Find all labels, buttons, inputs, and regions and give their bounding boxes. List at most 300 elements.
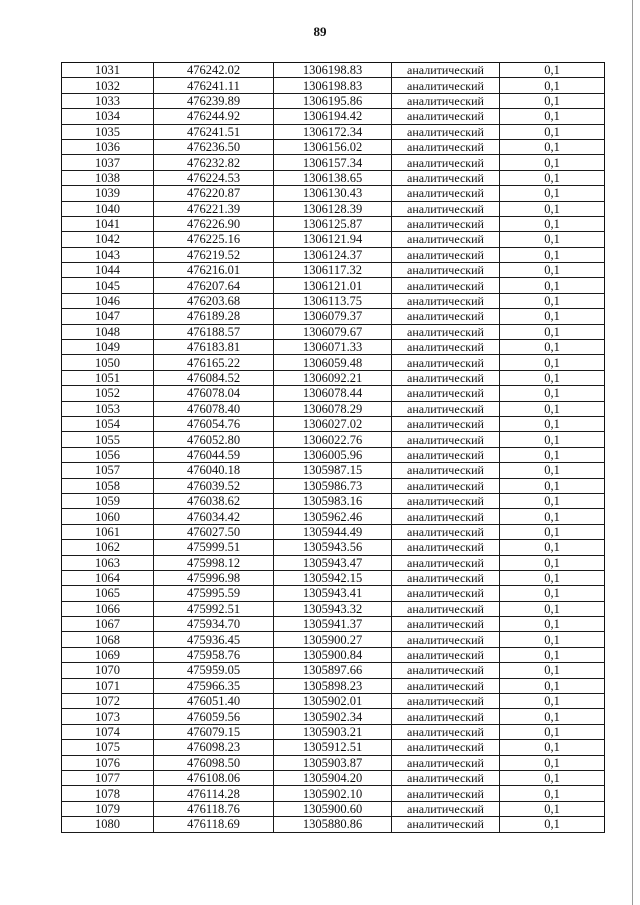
accuracy-cell: 0,1 (500, 801, 605, 816)
accuracy-cell: 0,1 (500, 324, 605, 339)
point-number-cell: 1068 (62, 632, 154, 647)
x-coordinate-cell: 476040.18 (154, 463, 274, 478)
accuracy-cell: 0,1 (500, 293, 605, 308)
table-row (62, 324, 605, 339)
point-number-cell: 1041 (62, 216, 154, 231)
y-coordinate-cell: 1305903.87 (274, 755, 392, 770)
y-coordinate-cell: 1306121.94 (274, 232, 392, 247)
coordinates-table-body (62, 63, 605, 833)
y-coordinate-cell: 1305943.47 (274, 555, 392, 570)
table-row (62, 724, 605, 739)
point-number-cell: 1060 (62, 509, 154, 524)
table-row (62, 355, 605, 370)
point-number-cell: 1031 (62, 63, 154, 78)
method-cell: аналитический (392, 432, 500, 447)
point-number-cell: 1038 (62, 170, 154, 185)
accuracy-cell: 0,1 (500, 309, 605, 324)
method-cell: аналитический (392, 93, 500, 108)
method-cell: аналитический (392, 201, 500, 216)
accuracy-cell: 0,1 (500, 555, 605, 570)
point-number-cell: 1040 (62, 201, 154, 216)
y-coordinate-cell: 1305987.15 (274, 463, 392, 478)
x-coordinate-cell: 475999.51 (154, 540, 274, 555)
y-coordinate-cell: 1306022.76 (274, 432, 392, 447)
point-number-cell: 1052 (62, 386, 154, 401)
method-cell: аналитический (392, 386, 500, 401)
y-coordinate-cell: 1306005.96 (274, 447, 392, 462)
x-coordinate-cell: 476098.23 (154, 740, 274, 755)
y-coordinate-cell: 1305942.15 (274, 570, 392, 585)
y-coordinate-cell: 1306079.67 (274, 324, 392, 339)
method-cell: аналитический (392, 755, 500, 770)
x-coordinate-cell: 476078.40 (154, 401, 274, 416)
y-coordinate-cell: 1305902.10 (274, 786, 392, 801)
x-coordinate-cell: 476239.89 (154, 93, 274, 108)
method-cell: аналитический (392, 416, 500, 431)
method-cell: аналитический (392, 801, 500, 816)
accuracy-cell: 0,1 (500, 186, 605, 201)
x-coordinate-cell: 476203.68 (154, 293, 274, 308)
x-coordinate-cell: 475966.35 (154, 678, 274, 693)
accuracy-cell: 0,1 (500, 786, 605, 801)
x-coordinate-cell: 476221.39 (154, 201, 274, 216)
point-number-cell: 1047 (62, 309, 154, 324)
method-cell: аналитический (392, 139, 500, 154)
point-number-cell: 1071 (62, 678, 154, 693)
y-coordinate-cell: 1306198.83 (274, 63, 392, 78)
table-row (62, 247, 605, 262)
table-row (62, 509, 605, 524)
accuracy-cell: 0,1 (500, 632, 605, 647)
accuracy-cell: 0,1 (500, 155, 605, 170)
point-number-cell: 1058 (62, 478, 154, 493)
method-cell: аналитический (392, 463, 500, 478)
method-cell: аналитический (392, 617, 500, 632)
x-coordinate-cell: 476044.59 (154, 447, 274, 462)
y-coordinate-cell: 1305943.41 (274, 586, 392, 601)
accuracy-cell: 0,1 (500, 694, 605, 709)
x-coordinate-cell: 475959.05 (154, 663, 274, 678)
y-coordinate-cell: 1306124.37 (274, 247, 392, 262)
accuracy-cell: 0,1 (500, 463, 605, 478)
point-number-cell: 1051 (62, 370, 154, 385)
accuracy-cell: 0,1 (500, 663, 605, 678)
x-coordinate-cell: 476038.62 (154, 493, 274, 508)
method-cell: аналитический (392, 478, 500, 493)
table-row (62, 478, 605, 493)
y-coordinate-cell: 1306121.01 (274, 278, 392, 293)
table-row (62, 263, 605, 278)
table-row (62, 340, 605, 355)
accuracy-cell: 0,1 (500, 509, 605, 524)
x-coordinate-cell: 476039.52 (154, 478, 274, 493)
y-coordinate-cell: 1306157.34 (274, 155, 392, 170)
x-coordinate-cell: 476232.82 (154, 155, 274, 170)
y-coordinate-cell: 1306117.32 (274, 263, 392, 278)
point-number-cell: 1057 (62, 463, 154, 478)
x-coordinate-cell: 476054.76 (154, 416, 274, 431)
table-row (62, 740, 605, 755)
method-cell: аналитический (392, 601, 500, 616)
accuracy-cell: 0,1 (500, 263, 605, 278)
y-coordinate-cell: 1306078.29 (274, 401, 392, 416)
y-coordinate-cell: 1305944.49 (274, 524, 392, 539)
x-coordinate-cell: 476188.57 (154, 324, 274, 339)
method-cell: аналитический (392, 509, 500, 524)
y-coordinate-cell: 1306128.39 (274, 201, 392, 216)
table-row (62, 109, 605, 124)
table-row (62, 124, 605, 139)
method-cell: аналитический (392, 724, 500, 739)
point-number-cell: 1048 (62, 324, 154, 339)
method-cell: аналитический (392, 570, 500, 585)
point-number-cell: 1050 (62, 355, 154, 370)
coordinates-table (61, 62, 605, 833)
y-coordinate-cell: 1305900.84 (274, 647, 392, 662)
accuracy-cell: 0,1 (500, 447, 605, 462)
y-coordinate-cell: 1305898.23 (274, 678, 392, 693)
y-coordinate-cell: 1305943.32 (274, 601, 392, 616)
x-coordinate-cell: 476219.52 (154, 247, 274, 262)
x-coordinate-cell: 475958.76 (154, 647, 274, 662)
method-cell: аналитический (392, 586, 500, 601)
table-row (62, 524, 605, 539)
method-cell: аналитический (392, 263, 500, 278)
accuracy-cell: 0,1 (500, 109, 605, 124)
point-number-cell: 1063 (62, 555, 154, 570)
point-number-cell: 1056 (62, 447, 154, 462)
table-row (62, 755, 605, 770)
accuracy-cell: 0,1 (500, 216, 605, 231)
point-number-cell: 1045 (62, 278, 154, 293)
point-number-cell: 1067 (62, 617, 154, 632)
point-number-cell: 1075 (62, 740, 154, 755)
x-coordinate-cell: 475998.12 (154, 555, 274, 570)
method-cell: аналитический (392, 186, 500, 201)
table-row (62, 201, 605, 216)
y-coordinate-cell: 1306059.48 (274, 355, 392, 370)
accuracy-cell: 0,1 (500, 540, 605, 555)
accuracy-cell: 0,1 (500, 232, 605, 247)
accuracy-cell: 0,1 (500, 740, 605, 755)
accuracy-cell: 0,1 (500, 770, 605, 785)
accuracy-cell: 0,1 (500, 755, 605, 770)
point-number-cell: 1046 (62, 293, 154, 308)
method-cell: аналитический (392, 663, 500, 678)
point-number-cell: 1034 (62, 109, 154, 124)
table-row (62, 370, 605, 385)
accuracy-cell: 0,1 (500, 78, 605, 93)
x-coordinate-cell: 476242.02 (154, 63, 274, 78)
accuracy-cell: 0,1 (500, 340, 605, 355)
x-coordinate-cell: 475995.59 (154, 586, 274, 601)
method-cell: аналитический (392, 124, 500, 139)
accuracy-cell: 0,1 (500, 386, 605, 401)
table-row (62, 555, 605, 570)
table-row (62, 78, 605, 93)
x-coordinate-cell: 476216.01 (154, 263, 274, 278)
x-coordinate-cell: 476027.50 (154, 524, 274, 539)
point-number-cell: 1065 (62, 586, 154, 601)
x-coordinate-cell: 476224.53 (154, 170, 274, 185)
method-cell: аналитический (392, 555, 500, 570)
accuracy-cell: 0,1 (500, 817, 605, 832)
method-cell: аналитический (392, 540, 500, 555)
y-coordinate-cell: 1305941.37 (274, 617, 392, 632)
x-coordinate-cell: 476236.50 (154, 139, 274, 154)
method-cell: аналитический (392, 740, 500, 755)
method-cell: аналитический (392, 78, 500, 93)
table-row (62, 817, 605, 832)
method-cell: аналитический (392, 340, 500, 355)
table-row (62, 309, 605, 324)
accuracy-cell: 0,1 (500, 586, 605, 601)
accuracy-cell: 0,1 (500, 247, 605, 262)
method-cell: аналитический (392, 355, 500, 370)
table-row (62, 293, 605, 308)
y-coordinate-cell: 1306079.37 (274, 309, 392, 324)
point-number-cell: 1070 (62, 663, 154, 678)
table-row (62, 709, 605, 724)
method-cell: аналитический (392, 493, 500, 508)
point-number-cell: 1062 (62, 540, 154, 555)
table-row (62, 278, 605, 293)
point-number-cell: 1055 (62, 432, 154, 447)
point-number-cell: 1074 (62, 724, 154, 739)
accuracy-cell: 0,1 (500, 124, 605, 139)
accuracy-cell: 0,1 (500, 355, 605, 370)
point-number-cell: 1039 (62, 186, 154, 201)
y-coordinate-cell: 1305902.01 (274, 694, 392, 709)
point-number-cell: 1077 (62, 770, 154, 785)
x-coordinate-cell: 476098.50 (154, 755, 274, 770)
point-number-cell: 1044 (62, 263, 154, 278)
accuracy-cell: 0,1 (500, 139, 605, 154)
point-number-cell: 1073 (62, 709, 154, 724)
accuracy-cell: 0,1 (500, 570, 605, 585)
point-number-cell: 1072 (62, 694, 154, 709)
table-row (62, 432, 605, 447)
table-row (62, 493, 605, 508)
x-coordinate-cell: 476118.76 (154, 801, 274, 816)
accuracy-cell: 0,1 (500, 370, 605, 385)
table-row (62, 663, 605, 678)
accuracy-cell: 0,1 (500, 493, 605, 508)
y-coordinate-cell: 1305880.86 (274, 817, 392, 832)
y-coordinate-cell: 1305912.51 (274, 740, 392, 755)
method-cell: аналитический (392, 155, 500, 170)
point-number-cell: 1043 (62, 247, 154, 262)
x-coordinate-cell: 476189.28 (154, 309, 274, 324)
y-coordinate-cell: 1306078.44 (274, 386, 392, 401)
y-coordinate-cell: 1306125.87 (274, 216, 392, 231)
y-coordinate-cell: 1306113.75 (274, 293, 392, 308)
method-cell: аналитический (392, 786, 500, 801)
table-row (62, 647, 605, 662)
method-cell: аналитический (392, 63, 500, 78)
table-row (62, 586, 605, 601)
method-cell: аналитический (392, 401, 500, 416)
table-row (62, 786, 605, 801)
method-cell: аналитический (392, 694, 500, 709)
method-cell: аналитический (392, 324, 500, 339)
x-coordinate-cell: 476220.87 (154, 186, 274, 201)
table-row (62, 170, 605, 185)
accuracy-cell: 0,1 (500, 647, 605, 662)
y-coordinate-cell: 1305900.27 (274, 632, 392, 647)
method-cell: аналитический (392, 678, 500, 693)
point-number-cell: 1042 (62, 232, 154, 247)
y-coordinate-cell: 1305983.16 (274, 493, 392, 508)
table-row (62, 139, 605, 154)
table-row (62, 617, 605, 632)
point-number-cell: 1061 (62, 524, 154, 539)
y-coordinate-cell: 1306194.42 (274, 109, 392, 124)
method-cell: аналитический (392, 109, 500, 124)
method-cell: аналитический (392, 632, 500, 647)
accuracy-cell: 0,1 (500, 63, 605, 78)
x-coordinate-cell: 476165.22 (154, 355, 274, 370)
table-row (62, 770, 605, 785)
table-row (62, 386, 605, 401)
accuracy-cell: 0,1 (500, 478, 605, 493)
x-coordinate-cell: 476059.56 (154, 709, 274, 724)
x-coordinate-cell: 476207.64 (154, 278, 274, 293)
point-number-cell: 1032 (62, 78, 154, 93)
point-number-cell: 1079 (62, 801, 154, 816)
table-row (62, 801, 605, 816)
y-coordinate-cell: 1306027.02 (274, 416, 392, 431)
x-coordinate-cell: 475996.98 (154, 570, 274, 585)
x-coordinate-cell: 476078.04 (154, 386, 274, 401)
method-cell: аналитический (392, 232, 500, 247)
y-coordinate-cell: 1305897.66 (274, 663, 392, 678)
point-number-cell: 1069 (62, 647, 154, 662)
x-coordinate-cell: 476241.11 (154, 78, 274, 93)
y-coordinate-cell: 1306198.83 (274, 78, 392, 93)
x-coordinate-cell: 475936.45 (154, 632, 274, 647)
x-coordinate-cell: 475934.70 (154, 617, 274, 632)
x-coordinate-cell: 475992.51 (154, 601, 274, 616)
accuracy-cell: 0,1 (500, 724, 605, 739)
y-coordinate-cell: 1305904.20 (274, 770, 392, 785)
accuracy-cell: 0,1 (500, 709, 605, 724)
method-cell: аналитический (392, 370, 500, 385)
y-coordinate-cell: 1306138.65 (274, 170, 392, 185)
accuracy-cell: 0,1 (500, 416, 605, 431)
page-number: 89 (313, 24, 327, 39)
y-coordinate-cell: 1306156.02 (274, 139, 392, 154)
point-number-cell: 1059 (62, 493, 154, 508)
method-cell: аналитический (392, 247, 500, 262)
point-number-cell: 1037 (62, 155, 154, 170)
table-row (62, 447, 605, 462)
table-row (62, 694, 605, 709)
point-number-cell: 1076 (62, 755, 154, 770)
y-coordinate-cell: 1305962.46 (274, 509, 392, 524)
y-coordinate-cell: 1306172.34 (274, 124, 392, 139)
accuracy-cell: 0,1 (500, 278, 605, 293)
point-number-cell: 1080 (62, 817, 154, 832)
x-coordinate-cell: 476225.16 (154, 232, 274, 247)
table-row (62, 186, 605, 201)
accuracy-cell: 0,1 (500, 432, 605, 447)
scan-edge-line (632, 0, 633, 905)
method-cell: аналитический (392, 309, 500, 324)
method-cell: аналитический (392, 770, 500, 785)
method-cell: аналитический (392, 447, 500, 462)
y-coordinate-cell: 1306071.33 (274, 340, 392, 355)
table-row (62, 155, 605, 170)
method-cell: аналитический (392, 278, 500, 293)
accuracy-cell: 0,1 (500, 201, 605, 216)
x-coordinate-cell: 476183.81 (154, 340, 274, 355)
y-coordinate-cell: 1306130.43 (274, 186, 392, 201)
point-number-cell: 1036 (62, 139, 154, 154)
method-cell: аналитический (392, 170, 500, 185)
accuracy-cell: 0,1 (500, 93, 605, 108)
x-coordinate-cell: 476084.52 (154, 370, 274, 385)
y-coordinate-cell: 1305903.21 (274, 724, 392, 739)
table-row (62, 570, 605, 585)
y-coordinate-cell: 1306092.21 (274, 370, 392, 385)
x-coordinate-cell: 476118.69 (154, 817, 274, 832)
y-coordinate-cell: 1305902.34 (274, 709, 392, 724)
accuracy-cell: 0,1 (500, 524, 605, 539)
table-row (62, 601, 605, 616)
table-row (62, 678, 605, 693)
point-number-cell: 1053 (62, 401, 154, 416)
x-coordinate-cell: 476051.40 (154, 694, 274, 709)
method-cell: аналитический (392, 709, 500, 724)
x-coordinate-cell: 476034.42 (154, 509, 274, 524)
point-number-cell: 1064 (62, 570, 154, 585)
method-cell: аналитический (392, 524, 500, 539)
accuracy-cell: 0,1 (500, 401, 605, 416)
table-row (62, 93, 605, 108)
x-coordinate-cell: 476114.28 (154, 786, 274, 801)
accuracy-cell: 0,1 (500, 678, 605, 693)
y-coordinate-cell: 1305986.73 (274, 478, 392, 493)
method-cell: аналитический (392, 216, 500, 231)
table-row (62, 63, 605, 78)
x-coordinate-cell: 476226.90 (154, 216, 274, 231)
table-row (62, 232, 605, 247)
point-number-cell: 1054 (62, 416, 154, 431)
table-row (62, 401, 605, 416)
x-coordinate-cell: 476108.06 (154, 770, 274, 785)
method-cell: аналитический (392, 817, 500, 832)
table-row (62, 416, 605, 431)
accuracy-cell: 0,1 (500, 601, 605, 616)
accuracy-cell: 0,1 (500, 170, 605, 185)
y-coordinate-cell: 1305943.56 (274, 540, 392, 555)
accuracy-cell: 0,1 (500, 617, 605, 632)
y-coordinate-cell: 1306195.86 (274, 93, 392, 108)
point-number-cell: 1033 (62, 93, 154, 108)
table-row (62, 540, 605, 555)
point-number-cell: 1035 (62, 124, 154, 139)
table-row (62, 632, 605, 647)
point-number-cell: 1049 (62, 340, 154, 355)
table-row (62, 216, 605, 231)
point-number-cell: 1078 (62, 786, 154, 801)
x-coordinate-cell: 476052.80 (154, 432, 274, 447)
method-cell: аналитический (392, 647, 500, 662)
x-coordinate-cell: 476079.15 (154, 724, 274, 739)
x-coordinate-cell: 476241.51 (154, 124, 274, 139)
table-row (62, 463, 605, 478)
